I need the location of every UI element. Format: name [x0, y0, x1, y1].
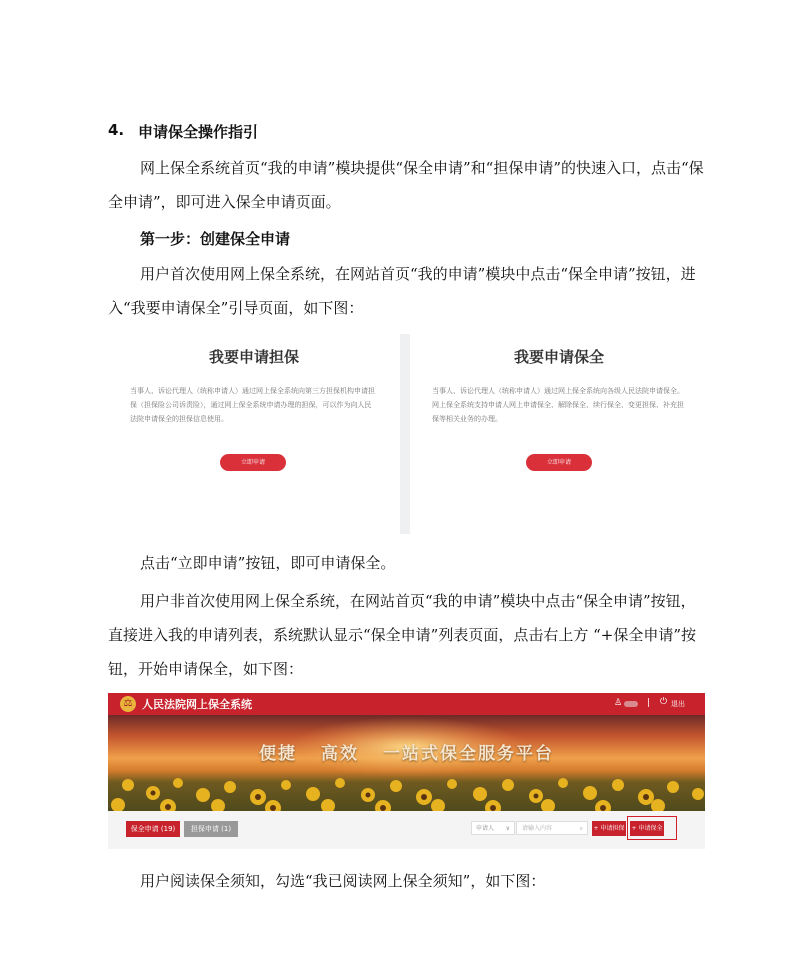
apply-cards-screenshot — [108, 334, 708, 534]
search-input[interactable] — [516, 821, 588, 835]
step1-title: 第一步：创建保全申请 — [140, 230, 291, 248]
slogan-one-stop: 一站式保全服务平台 — [383, 744, 554, 764]
click-apply-paragraph: 点击“立即申请”按钮，即可申请保全。 — [140, 554, 396, 572]
topbar-separator: | — [647, 698, 651, 708]
slogan-efficient: 高效 — [321, 744, 359, 764]
add-guarantee-button[interactable]: + 申请担保 — [592, 821, 626, 836]
field-select[interactable] — [471, 821, 515, 835]
list-toolbar — [108, 811, 705, 849]
apply-preserve-button[interactable]: 立即申请 — [526, 454, 592, 471]
power-icon[interactable]: ⏻ — [660, 697, 668, 707]
highlight-box — [627, 816, 677, 840]
preserve-card-title: 我要申请保全 — [513, 348, 604, 366]
section-number: 4. — [108, 121, 125, 139]
preserve-card-desc: 当事人、诉讼代理人（统称申请人）通过网上保全系统向各级人民法院申请保全。网上保全系统支持申请人网上申请保全、解除保全、续行保全、变更担保、补充担保等相关业务的办理。 — [432, 387, 684, 423]
tab-guarantee-applications[interactable]: 担保申请 (1) — [184, 821, 238, 837]
add-preserve-button[interactable]: + 申请保全 — [630, 821, 664, 836]
chevron-down-icon: ∨ — [505, 825, 510, 832]
court-emblem-icon: ⚖ — [120, 696, 136, 712]
guarantee-card-title: 我要申请担保 — [208, 348, 299, 366]
guarantee-card — [108, 334, 400, 534]
system-home-screenshot — [108, 693, 705, 849]
section-heading: 申请保全操作指引 — [138, 123, 259, 141]
search-icon: ⌕ — [579, 825, 583, 832]
first-use-paragraph: 用户首次使用网上保全系统，在网站首页“我的申请”模块中点击“保全申请”按钮，进入“我要申请保全”引导页面，如下图： — [108, 265, 696, 317]
sunflower-banner — [108, 715, 705, 811]
top-bar — [108, 693, 705, 715]
search-placeholder: 请输入内容 — [522, 825, 553, 832]
logout-link[interactable]: 退出 — [671, 700, 685, 708]
read-notice-paragraph: 用户阅读保全须知，勾选“我已阅读网上保全须知”，如下图： — [140, 872, 546, 890]
tab-preserve-applications[interactable]: 保全申请 (19) — [126, 821, 180, 837]
slogan-convenient: 便捷 — [259, 744, 297, 764]
user-icon[interactable]: ♙ — [614, 698, 623, 708]
system-title: 人民法院网上保全系统 — [142, 698, 252, 711]
username-redacted — [624, 701, 638, 707]
non-first-use-paragraph: 用户非首次使用网上保全系统，在网站首页“我的申请”模块中点击“保全申请”按钮，直接进入我的申请列表，系统默认显示“保全申请”列表页面，点击右上方 “+保全申请”按钮，开始申请保全，如下图： — [108, 592, 697, 678]
guarantee-card-desc: 当事人、诉讼代理人（统称申请人）通过网上保全系统向第三方担保机构申请担保（担保险公司诉责险），通过网上保全系统申请办理的担保，可以作为向人民法院申请保全的担保信息使用。 — [130, 387, 375, 423]
preserve-card — [410, 334, 708, 534]
apply-guarantee-button[interactable]: 立即申请 — [220, 454, 286, 471]
field-select-value: 申请人 — [476, 825, 495, 832]
banner-slogan — [108, 739, 705, 764]
intro-paragraph: 网上保全系统首页“我的申请”模块提供“保全申请”和“担保申请”的快速入口，点击“保全申请”，即可进入保全申请页面。 — [108, 159, 704, 211]
